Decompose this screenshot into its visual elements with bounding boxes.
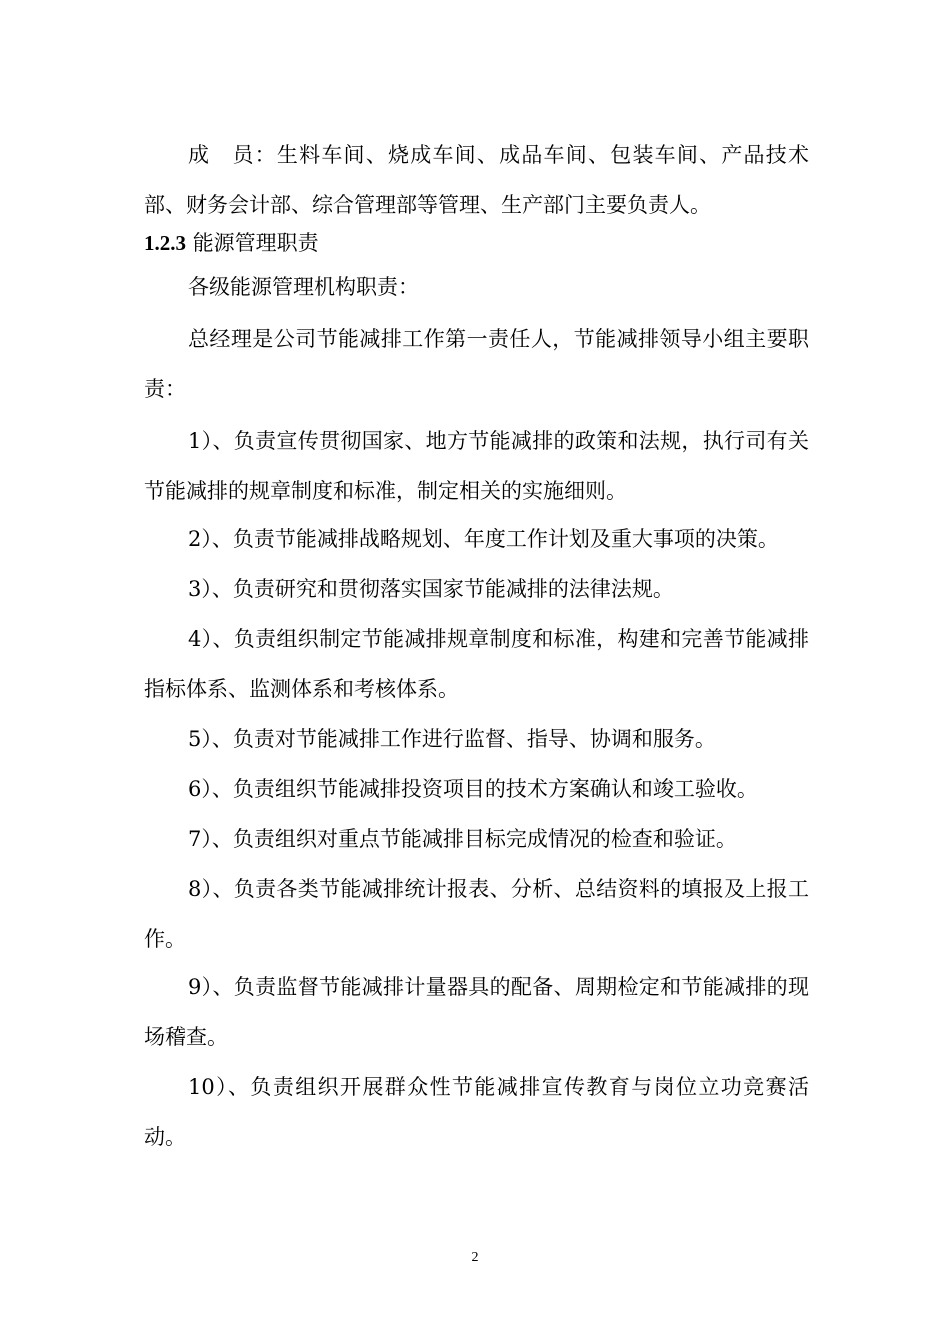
- section-title: 能源管理职责: [192, 231, 319, 255]
- list-item-3: 3）、负责研究和贯彻落实国家节能减排的法律法规。: [188, 577, 674, 601]
- page-number: 2: [471, 1250, 479, 1265]
- intro-paragraph: 各级能源管理机构职责：: [188, 275, 419, 299]
- list-item-1: 1）、负责宣传贯彻国家、地方节能减排的政策和法规，执行司有关节能减排的规章制度和标准，制定相关的实施细则。: [144, 429, 809, 503]
- list-item-7: 7）、负责组织对重点节能减排目标完成情况的检查和验证。: [188, 827, 737, 851]
- list-item-5: 5）、负责对节能减排工作进行监督、指导、协调和服务。: [188, 727, 716, 751]
- list-item-2: 2）、负责节能减排战略规划、年度工作计划及重大事项的决策。: [188, 527, 779, 551]
- list-item-9: 9）、负责监督节能减排计量器具的配备、周期检定和节能减排的现场稽查。: [144, 975, 809, 1049]
- section-number: 1.2.3: [144, 231, 186, 255]
- gm-paragraph: 总经理是公司节能减排工作第一责任人，节能减排领导小组主要职责：: [144, 327, 809, 401]
- members-paragraph: 成 员：生料车间、烧成车间、成品车间、包装车间、产品技术部、财务会计部、综合管理部等管理、生产部门主要负责人。: [144, 143, 809, 217]
- section-heading: [144, 228, 319, 258]
- list-item-6: 6）、负责组织节能减排投资项目的技术方案确认和竣工验收。: [188, 777, 758, 801]
- list-item-4: 4）、负责组织制定节能减排规章制度和标准，构建和完善节能减排指标体系、监测体系和考核体系。: [144, 627, 809, 701]
- list-item-8: 8）、负责各类节能减排统计报表、分析、总结资料的填报及上报工作。: [144, 877, 809, 951]
- list-item-10: 10）、负责组织开展群众性节能减排宣传教育与岗位立功竞赛活动。: [144, 1075, 809, 1149]
